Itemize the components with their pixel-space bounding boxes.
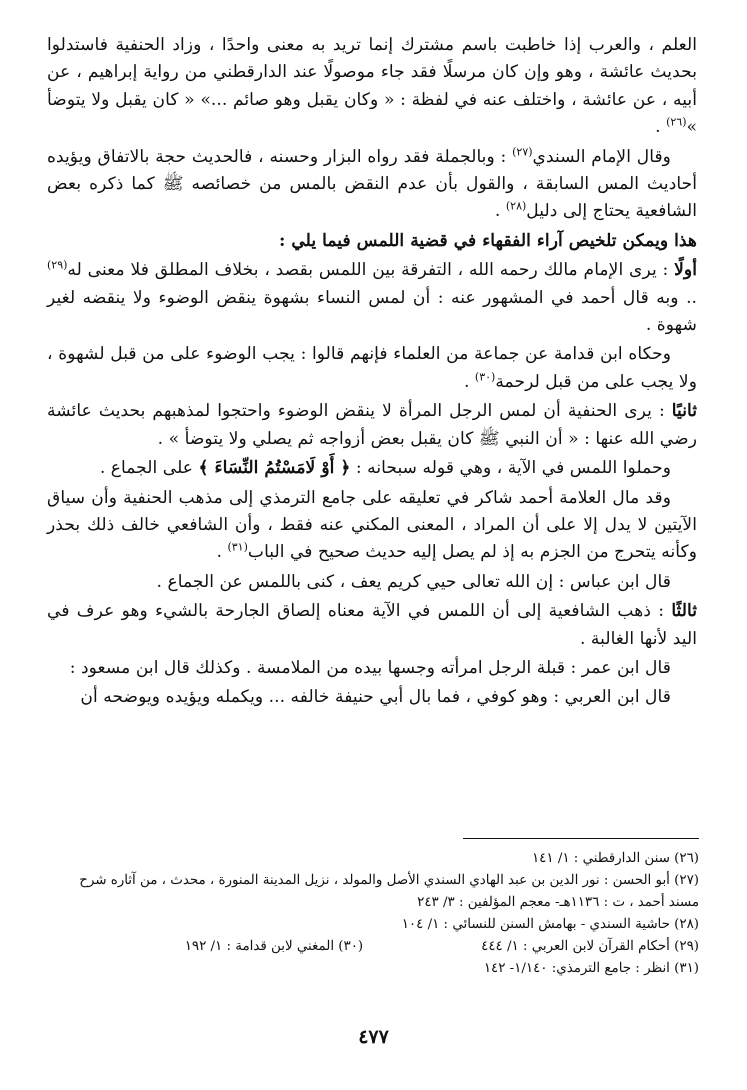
paragraph-ibn-umar: قال ابن عمر : قبلة الرجل امرأته وجسها بيده من الملامسة . وكذلك قال ابن مسعود : xyxy=(69,657,671,678)
section-heading: هذا ويمكن تلخيص آراء الفقهاء في قضية اللمس فيما يلي : xyxy=(278,230,697,251)
main-text xyxy=(47,32,697,714)
footnote-27: (٢٧) أبو الحسن : نور الدين بن عبد الهادي السندي الأصل والمولد ، نزيل المدينة المنورة ، محدث ، من آثاره شرح مسند أحمد ، ت : ١١٣٦هـ- معجم المؤلفين : ٣/ ٢٤٣ xyxy=(79,873,699,910)
footnote-26: (٢٦) سنن الدارقطني : ١/ ١٤١ xyxy=(531,851,699,866)
paragraph-third: ثالثًا : ذهب الشافعية إلى أن اللمس في الآية معناه إلصاق الجارحة بالشيء وهو عرف في اليد لأنها الغالبة . xyxy=(47,601,697,649)
footnotes xyxy=(47,848,699,980)
quran-verse: ﴿ أَوْ لَامَسْتُمُ النِّسَاءَ ﴾ xyxy=(198,458,351,479)
footnote-ref-29[interactable]: (٢٩) xyxy=(47,258,68,272)
footnote-divider xyxy=(463,838,699,839)
footnote-ref-28[interactable]: (٢٨) xyxy=(505,199,527,213)
paragraph-ibn-abbas: قال ابن عباس : إن الله تعالى حيي كريم يعف ، كنى باللمس عن الجماع . xyxy=(156,571,671,592)
label-first: أولًا xyxy=(674,260,697,281)
footnote-30: (٣٠) المغني لابن قدامة : ١/ ١٩٢ xyxy=(184,939,364,954)
footnote-row-29-30 xyxy=(47,936,699,958)
footnote-ref-30[interactable]: (٣٠) xyxy=(474,370,496,384)
paragraph-shakir: وقد مال العلامة أحمد شاكر في تعليقه على جامع الترمذي إلى مذهب الحنفية وأن سياق الآيتين لا يدل إلا على أن المراد ، المعنى المكني عنه فقط ، وأن الشافعي خالف ذلك بحذر وكأنه يتحرج من الجزم به إذ لم يصل إليه حديث صحيح في الباب$^{(٣١)}$ . xyxy=(47,487,697,563)
footnote-ref-26[interactable]: (٢٦) xyxy=(666,115,687,129)
paragraph-ibn-arabi: قال ابن العربي : وهو كوفي ، فما بال أبي حنيفة خالفه ... ويكمله ويؤيده ويوضحه أن xyxy=(80,687,671,708)
label-second: ثانيًا xyxy=(671,401,697,422)
footnote-ref-31[interactable]: (٣١) xyxy=(227,540,248,554)
footnote-31: (٣١) انظر : جامع الترمذي: ١/١٤٠- ١٤٢ xyxy=(483,961,699,976)
paragraph-1: العلم ، والعرب إذا خاطبت باسم مشترك إنما تريد به معنى واحدًا ، وزاد الحنفية فاستدلوا بحديث عائشة ، وهو وإن كان مرسلًا فقد جاء موصولًا عند الدارقطني من رواية إبراهيم ، عن أبيه ، عن عائشة ، واختلف عنه في لفظة : « وكان يقبل وهو صائم ...» « كان يقبل ولا يتوضأ »$^{(٢٦)}$ . xyxy=(47,35,697,138)
paragraph-ibn-qudama: وحكاه ابن قدامة عن جماعة من العلماء فإنهم قالوا : يجب الوضوء على من قبل لشهوة ، ولا يجب على من قبل لرحمة$^{(٣٠)}$ . xyxy=(47,344,697,392)
footnote-ref-27[interactable]: (٢٧) xyxy=(512,144,533,158)
label-third: ثالثًا xyxy=(671,601,697,622)
footnote-29: (٢٩) أحكام القرآن لابن العربي : ١/ ٤٤٤ xyxy=(481,939,699,954)
paragraph-verse: وحملوا اللمس في الآية ، وهي قوله سبحانه : ﴿ أَوْ لَامَسْتُمُ النِّسَاءَ ﴾ على الجماع . xyxy=(99,458,671,479)
paragraph-second: ثانيًا : يرى الحنفية أن لمس الرجل المرأة لا ينقض الوضوء واحتجوا لمذهبهم بحديث عائشة رضي الله عنها : « أن النبي ﷺ كان يقبل بعض أزواجه ثم يصلي ولا يتوضأ » . xyxy=(47,401,697,449)
footnote-28: (٢٨) حاشية السندي - بهامش السنن للنسائي : ١/ ١٠٤ xyxy=(401,917,699,932)
paragraph-2: وقال الإمام السندي$^{(٢٧)}$ : وبالجملة فقد رواه البزار وحسنه ، فالحديث حجة بالاتفاق ويؤيده أحاديث المس السابقة ، والقول بأن عدم النقض بالمس من خصائصه ﷺ كما ذكره بعض الشافعية يحتاج إلى دليل$^{(٢٨)}$ . xyxy=(47,144,697,222)
paragraph-first: أولًا : يرى الإمام مالك رحمه الله ، التفرقة بين اللمس بقصد ، بخلاف المطلق فلا معنى له$^{(٢٩)}$ .. وبه قال أحمد في المشهور عنه : أن لمس النساء بشهوة ينقض الوضوء ولا ينقضه لغير شهوة . xyxy=(47,258,697,336)
page-number: ٤٧٧ xyxy=(358,1026,389,1048)
